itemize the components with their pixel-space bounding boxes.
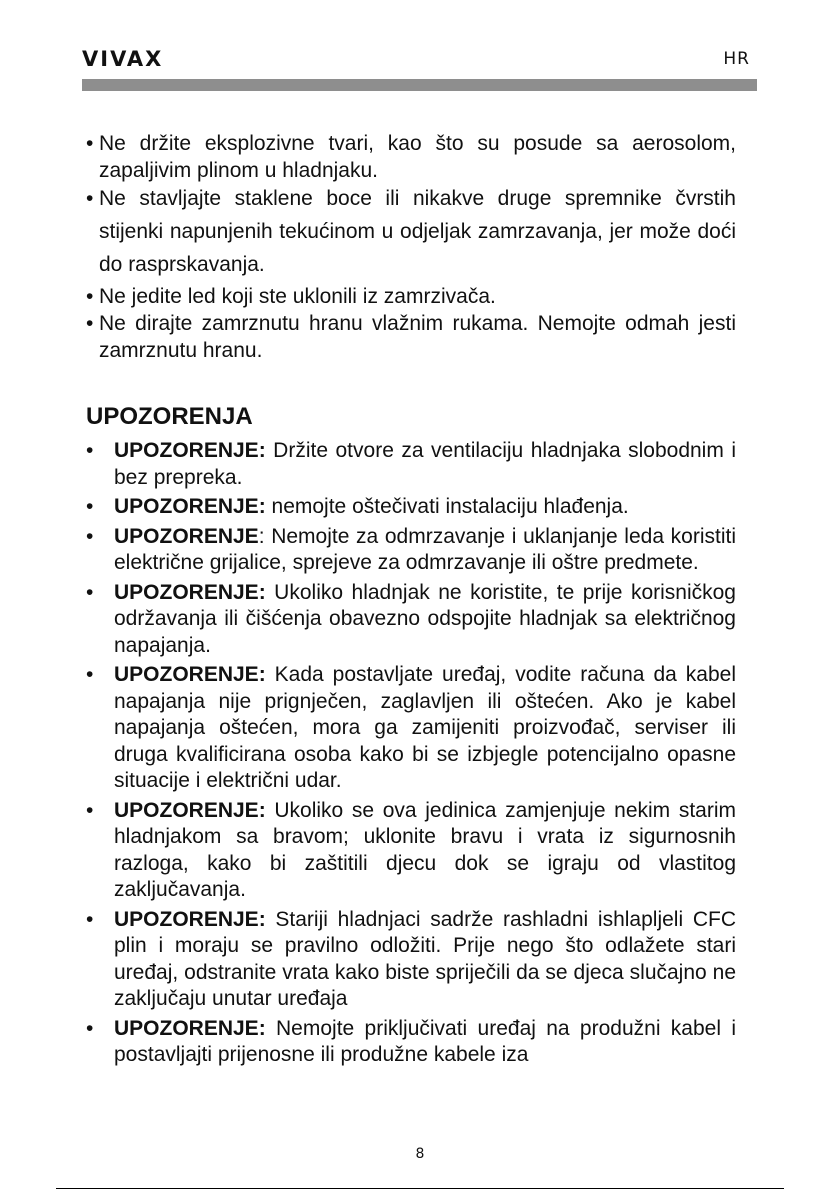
bullet: • bbox=[86, 798, 94, 822]
footer-rule bbox=[56, 1188, 784, 1189]
warning-label: UPOZORENJE: bbox=[114, 439, 266, 462]
warning-item bbox=[86, 494, 736, 521]
warning-item bbox=[86, 662, 736, 795]
bullet: • bbox=[86, 663, 94, 686]
warning-item bbox=[86, 1016, 736, 1069]
warning-text: Ukoliko hladnjak ne koristite, te prije korisničkog održavanja ili čišćenja obavezno odspojite hladnjak sa električnog napajanja. bbox=[114, 580, 736, 657]
list-item-text: Ne jedite led koji ste uklonili iz zamrzivača. bbox=[99, 285, 496, 308]
warning-text: Ukoliko se ova jedinica zamjenjuje nekim starim hladnjakom sa bravom; uklonite bravu i vrata iz sigurnosnih razloga, kako bi zaštitili djecu dok se igraju od vlastitog zaključavanja. bbox=[114, 798, 736, 901]
warning-text: : Nemojte za odmrzavanje i uklanjanje leda koristiti električne grijalice, sprejeve za odmrzavanje ili oštre predmete. bbox=[114, 524, 736, 574]
header-bar bbox=[82, 79, 757, 91]
warning-label: UPOZORENJE: bbox=[114, 907, 266, 931]
brand-logo: VIVAX bbox=[82, 47, 164, 71]
bullet: • bbox=[86, 312, 94, 335]
list-item bbox=[86, 182, 736, 281]
warning-text: nemojte oštečivati instalaciju hlađenja. bbox=[265, 495, 629, 518]
warning-label: UPOZORENJE: bbox=[114, 798, 266, 822]
bullet: • bbox=[86, 285, 94, 308]
bullet: • bbox=[86, 524, 94, 548]
list-item-text: Ne držite eksplozivne tvari, kao što su posude sa aerosolom, zapaljivim plinom u hladnjaku. bbox=[99, 132, 736, 182]
warning-text: Držite otvore za ventilaciju hladnjaka slobodnim i bez prepreka. bbox=[114, 439, 736, 489]
warning-item bbox=[86, 907, 736, 1013]
warning-label: UPOZORENJE: bbox=[114, 580, 266, 604]
bullet: • bbox=[86, 1016, 94, 1040]
warning-item bbox=[86, 524, 736, 577]
warning-label: UPOZORENJE: bbox=[114, 1016, 266, 1040]
list-item bbox=[86, 283, 736, 310]
language-code: HR bbox=[723, 49, 750, 69]
warning-list bbox=[86, 438, 736, 1069]
warning-label: UPOZORENJE: bbox=[114, 663, 266, 686]
bullet: • bbox=[86, 580, 94, 604]
warning-item bbox=[86, 580, 736, 660]
page-number: 8 bbox=[415, 1146, 425, 1162]
warning-text: Stariji hladnjaci sadrže rashladni ishlapljeli CFC plin i moraju se pravilno odložiti. Prije nego što odlažete stari uređaj, odstranite vrata kako biste spriječili da se djeca slučajno ne zaključaju unutar uređaja bbox=[114, 907, 736, 1010]
list-item bbox=[86, 130, 736, 184]
warning-text: Kada postavljate uređaj, vodite računa da kabel napajanja nije prignječen, zaglavljen ili oštećen. Ako je kabel napajanja oštećen, mora ga zamijeniti proizvođač, serviser ili druga kvalificirana osoba kako bi se izbjegle potencijalno opasne situacije i električni udar. bbox=[114, 663, 736, 792]
warning-label: UPOZORENJE bbox=[114, 524, 259, 548]
section-title: UPOZORENJA bbox=[86, 403, 253, 430]
bullet: • bbox=[86, 187, 94, 210]
warning-item bbox=[86, 438, 736, 491]
warning-item bbox=[86, 798, 736, 904]
page-content bbox=[86, 130, 736, 1072]
bullet: • bbox=[86, 132, 94, 155]
bullet: • bbox=[86, 495, 94, 518]
bullet: • bbox=[86, 439, 94, 462]
warning-text: Nemojte priključivati uređaj na produžni kabel i postavljajti prijenosne ili produžne kabele iza bbox=[114, 1016, 736, 1066]
bullet: • bbox=[86, 907, 94, 931]
list-item-text: Ne stavljajte staklene boce ili nikakve druge spremnike čvrstih stijenki napunjenih tekućinom u odjeljak zamrzavanja, jer može doći do rasprskavanja. bbox=[99, 187, 736, 276]
warning-label: UPOZORENJE: bbox=[114, 495, 266, 518]
list-item-text: Ne dirajte zamrznutu hranu vlažnim rukama. Nemojte odmah jesti zamrznutu hranu. bbox=[99, 312, 736, 362]
safety-list bbox=[86, 130, 736, 364]
list-item bbox=[86, 310, 736, 364]
